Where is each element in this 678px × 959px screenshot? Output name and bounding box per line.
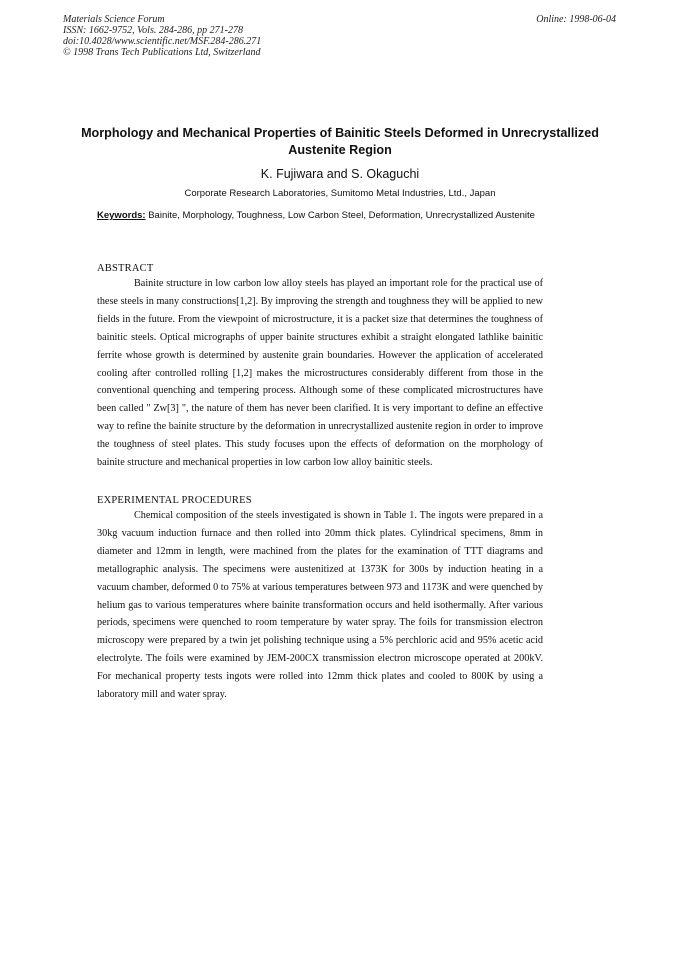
keywords-label: Keywords: bbox=[97, 210, 146, 221]
citation-header bbox=[63, 14, 261, 58]
keywords-list: Bainite, Morphology, Toughness, Low Carbon Steel, Deformation, Unrecrystallized Austenite bbox=[148, 210, 535, 221]
journal-name: Materials Science Forum bbox=[63, 14, 165, 25]
paper-title: Morphology and Mechanical Properties of Bainitic Steels Deformed in Unrecrystallized Austenite Region bbox=[81, 126, 599, 157]
author-affiliation: Corporate Research Laboratories, Sumitomo Metal Industries, Ltd., Japan bbox=[184, 188, 496, 199]
abstract-heading: ABSTRACT bbox=[97, 263, 154, 274]
copyright-line: © 1998 Trans Tech Publications Ltd, Switzerland bbox=[63, 47, 261, 58]
doi-link[interactable]: doi:10.4028/www.scientific.net/MSF.284-286.271 bbox=[63, 36, 262, 47]
experimental-text: Chemical composition of the steels investigated is shown in Table 1. The ingots were prepared in a 30kg vacuum induction furnace and then rolled into 20mm thick plates. Cylindrical specimens, 8mm in diameter and 12mm in length, were machined from the plates for the examination of TTT diagrams and metallographic analysis. The specimens were austenitized at 1373K for 300s by induction heating in a vacuum chamber, deformed 0 to 75% at various temperatures between 973 and 1173K and were quenched by helium gas to various temperatures where bainite transformation occurs and held isothermally. After various periods, specimens were quenched to room temperature by water spray. The foils for transmission electron microscopy were prepared by a twin jet polishing technique using a 5% perchloric acid and 95% acetic acid electrolyte. The foils were examined by JEM-200CX transmission electron microscope operated at 200kV. For mechanical property tests ingots were rolled into 12mm thick plates and cooled to 800K by using a laboratory mill and water spray. bbox=[97, 510, 543, 701]
online-date: Online: 1998-06-04 bbox=[536, 14, 616, 25]
keywords-block bbox=[97, 210, 546, 221]
paper-authors: K. Fujiwara and S. Okaguchi bbox=[260, 167, 420, 181]
experimental-heading: EXPERIMENTAL PROCEDURES bbox=[97, 495, 252, 506]
issn-line: ISSN: 1662-9752, Vols. 284-286, pp 271-278 bbox=[63, 25, 243, 36]
abstract-text: Bainite structure in low carbon low alloy steels has played an important role for the practical use of these steels in many constructions[1,2]. By improving the strength and toughness they will be applied to new fields in the future. From the viewpoint of microstructure, it is a packet size that determines the toughness of bainitic steels. Optical micrographs of upper bainite structures exhibit a straight elongated lathlike bainitic ferrite whose growth is determined by austenite grain boundaries. However the application of accelerated cooling after controlled rolling [1,2] makes the microstructures considerably different from those in the conventional quenching and tempering process. Although some of these complicated microstructures have been called " Zw[3] ", the nature of them has never been clarified. It is very important to define an effective way to refine the bainite structure by the deformation in unrecrystallized austenite region in order to improve the toughness of steel plates. This study focuses upon the effects of deformation on the morphology of bainite structure and mechanical properties in low carbon low alloy bainitic steels. bbox=[97, 278, 543, 469]
